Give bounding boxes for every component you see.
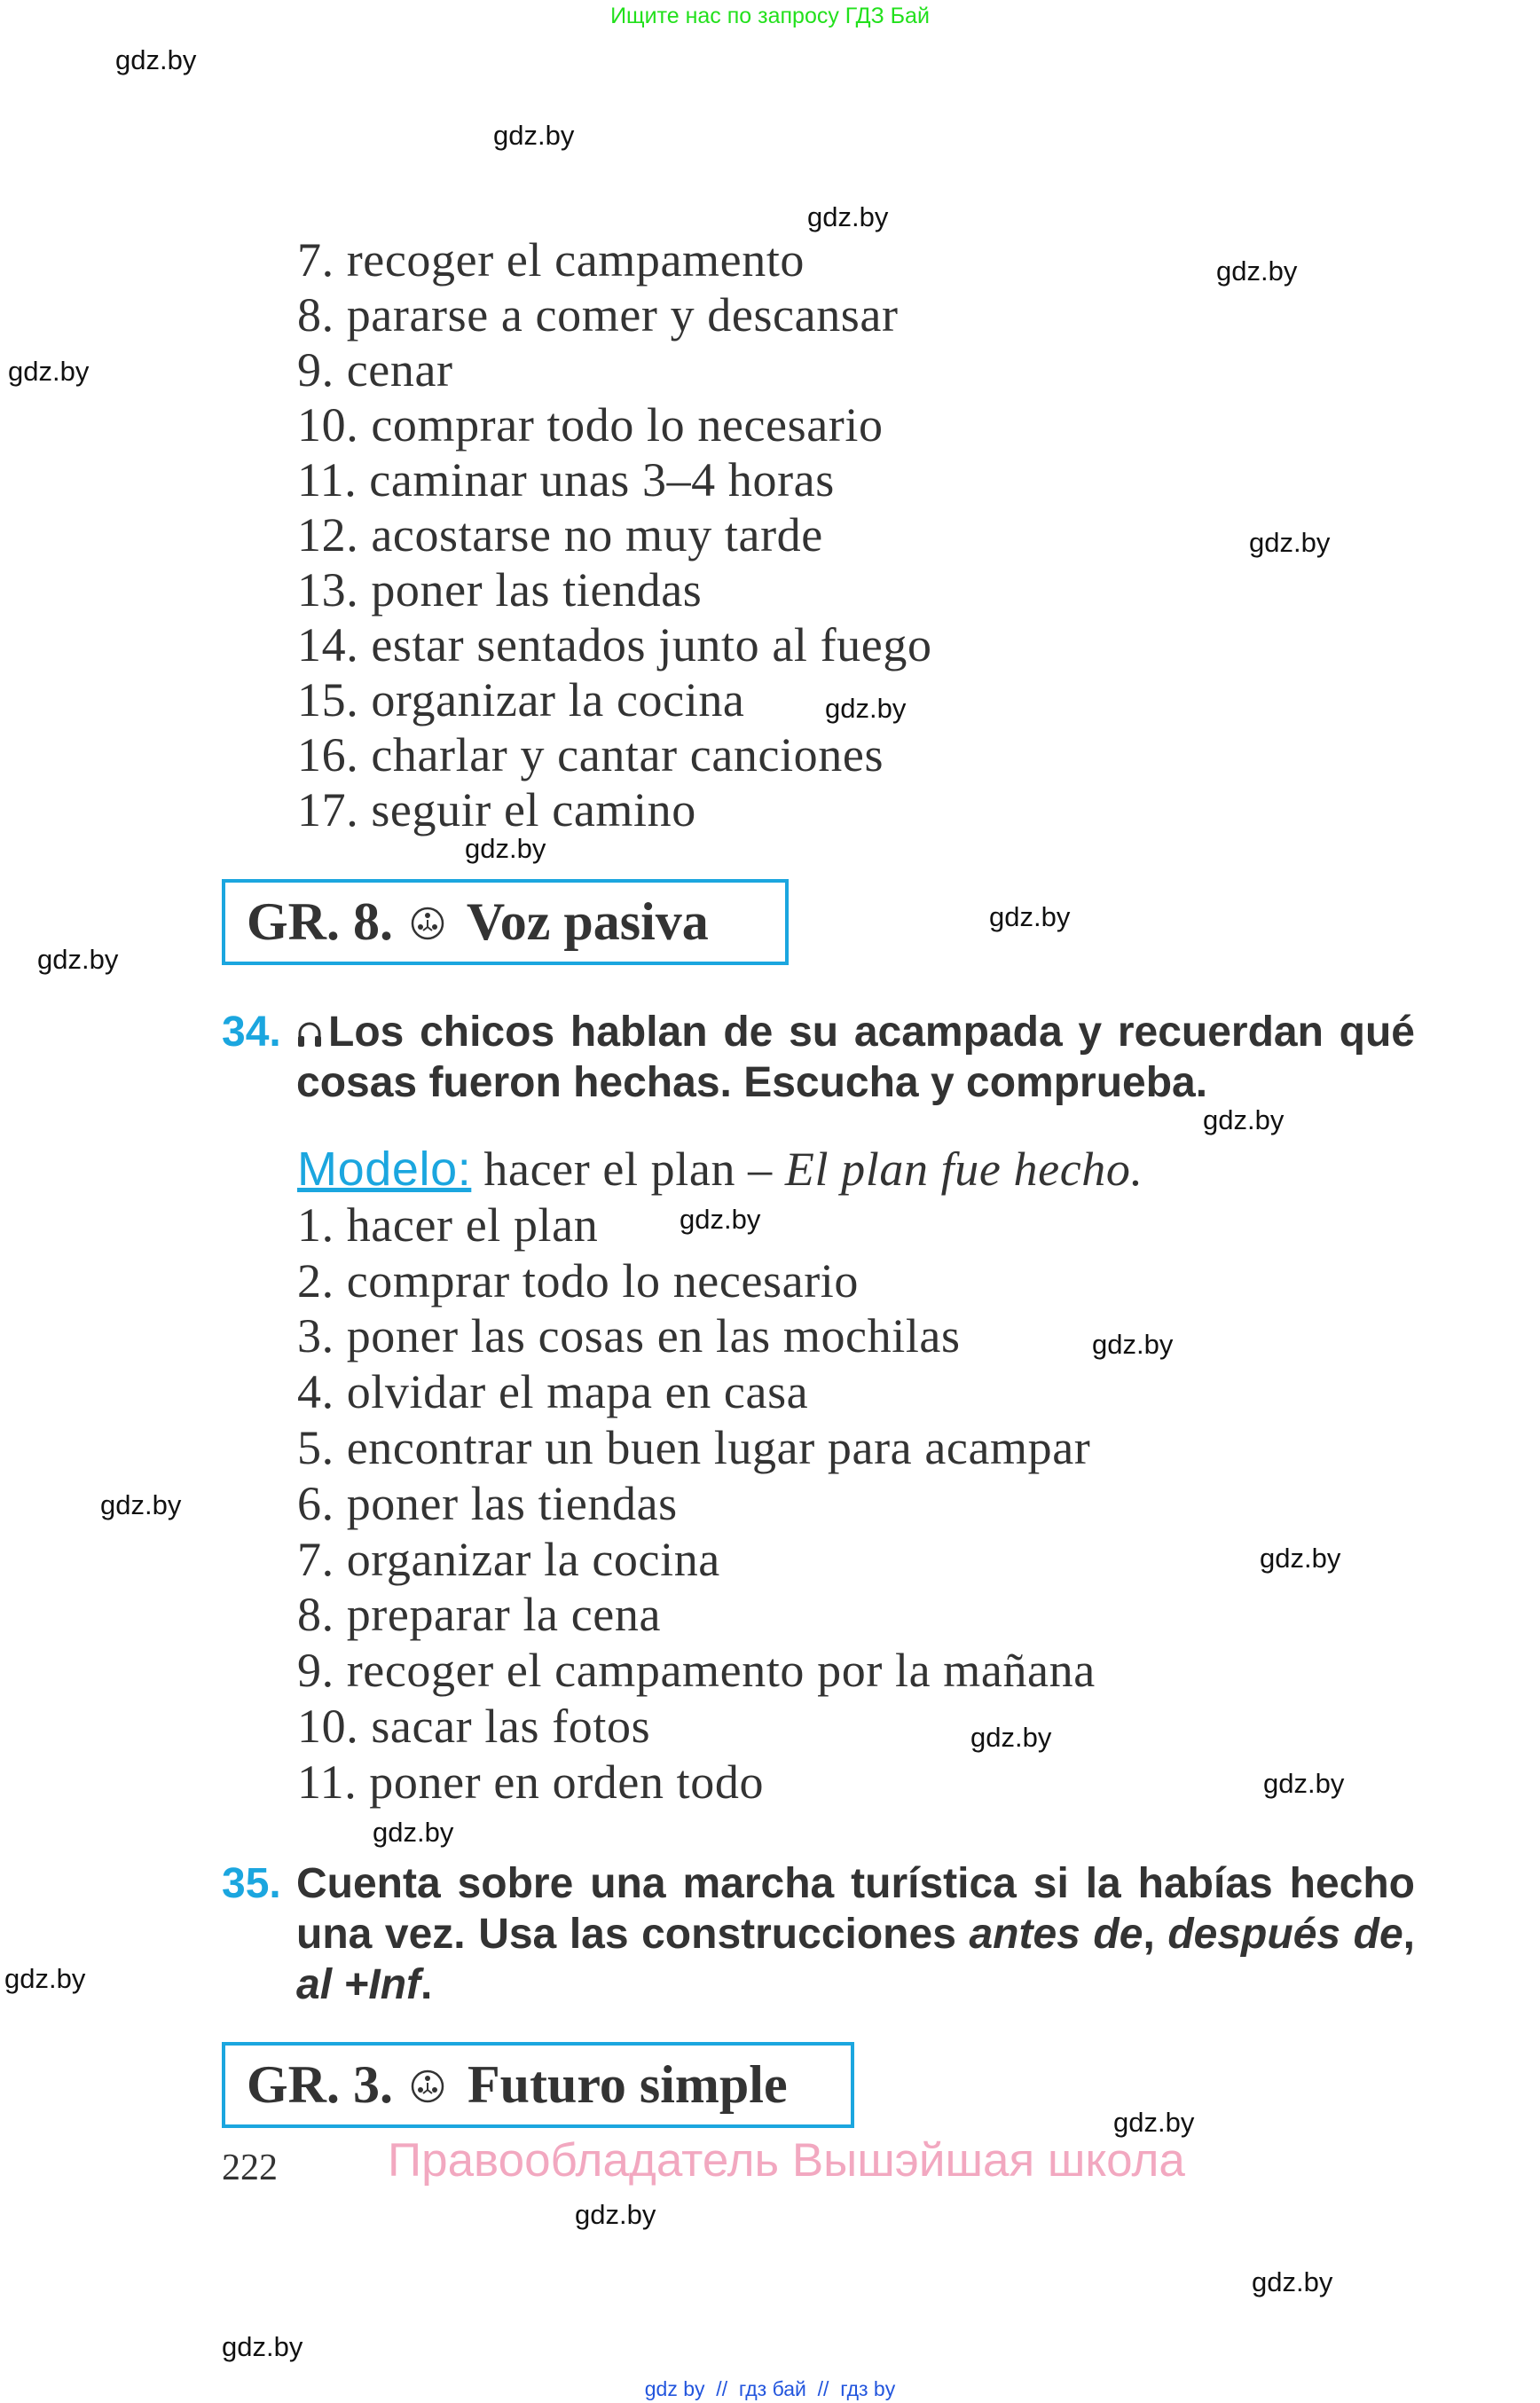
item-number: 15.	[297, 673, 359, 726]
item-number: 16.	[297, 728, 359, 781]
grammar-title: Futuro simple	[468, 2055, 788, 2114]
gdz-watermark: gdz.by	[373, 1817, 454, 1848]
gdz-watermark: gdz.by	[1260, 1543, 1341, 1574]
item-text: organizar la cocina	[346, 1532, 720, 1586]
gdz-watermark: gdz.by	[1092, 1329, 1174, 1360]
list-item	[297, 1699, 1143, 1755]
model-text: hacer el plan –	[483, 1143, 773, 1196]
model-line	[297, 1142, 1143, 1198]
item-text: organizar la cocina	[371, 673, 745, 726]
item-number: 2.	[297, 1253, 334, 1308]
list-item	[297, 1532, 1143, 1588]
item-text: acostarse no muy tarde	[371, 508, 823, 561]
item-text: poner en orden todo	[369, 1755, 765, 1809]
item-text: hacer el plan	[346, 1198, 599, 1252]
item-number: 8.	[297, 1588, 334, 1642]
gdz-watermark: gdz.by	[1216, 255, 1298, 287]
gdz-watermark: gdz.by	[493, 120, 575, 151]
activity-list	[297, 232, 932, 837]
item-number: 6.	[297, 1476, 334, 1530]
exercise-34	[222, 1007, 1415, 1108]
list-item	[297, 562, 932, 617]
item-number: 14.	[297, 618, 359, 671]
list-item	[297, 1198, 1143, 1253]
list-item	[297, 727, 932, 782]
exercise-number: 35.	[222, 1860, 281, 1907]
list-item	[297, 1643, 1143, 1699]
item-text: preparar la cena	[346, 1588, 662, 1642]
gdz-watermark: gdz.by	[1113, 2107, 1195, 2138]
exercise-instruction: Cuenta sobre una marcha turística si la habías hecho una vez. Usa las construcciones antes de, después de, al +Inf.	[296, 1860, 1416, 2008]
gdz-watermark: gdz.by	[1249, 527, 1331, 558]
top-search-note: Ищите нас по запросу ГДЗ Бай	[610, 4, 930, 28]
gdz-watermark: gdz.by	[970, 1722, 1052, 1753]
item-number: 5.	[297, 1420, 334, 1474]
gdz-watermark: gdz.by	[1252, 2266, 1333, 2297]
item-number: 10.	[297, 1699, 359, 1753]
gdz-watermark: gdz.by	[989, 901, 1071, 932]
item-text: pararse a comer y descansar	[346, 288, 899, 342]
item-text: sacar las fotos	[371, 1699, 651, 1753]
list-item	[297, 1364, 1143, 1420]
grammar-reference-icon	[410, 906, 445, 941]
item-text: olvidar el mapa en casa	[346, 1365, 809, 1419]
grammar-label: GR. 3.	[247, 2055, 393, 2114]
item-number: 7.	[297, 1532, 334, 1586]
list-item	[297, 617, 932, 672]
list-item	[297, 342, 932, 397]
item-number: 8.	[297, 288, 334, 342]
gdz-watermark: gdz.by	[575, 2199, 656, 2230]
grammar-label: GR. 8.	[247, 892, 393, 951]
list-item	[297, 397, 932, 452]
exercise-number: 34.	[222, 1009, 281, 1056]
copyright-watermark: Правообладатель Вышэйшая школа	[388, 2134, 1185, 2187]
item-number: 7.	[297, 233, 334, 287]
gdz-watermark: gdz.by	[8, 356, 90, 387]
item-number: 10.	[297, 398, 359, 452]
list-item	[297, 672, 932, 727]
item-number: 9.	[297, 343, 334, 397]
item-text: seguir el camino	[371, 783, 696, 836]
list-item	[297, 1253, 1143, 1309]
item-text: poner las cosas en las mochilas	[346, 1309, 961, 1363]
grammar-box-gr3	[222, 2042, 854, 2128]
exercise-34-list	[297, 1142, 1143, 1810]
grammar-box-gr8	[222, 879, 789, 965]
item-text: comprar todo lo necesario	[346, 1253, 859, 1308]
gdz-watermark: gdz.by	[100, 1489, 182, 1520]
item-text: caminar unas 3–4 horas	[369, 453, 835, 507]
item-text: estar sentados junto al fuego	[371, 618, 932, 671]
page-number: 222	[222, 2148, 278, 2188]
headphones-icon[interactable]	[296, 1019, 323, 1049]
item-text: recoger el campamento	[346, 233, 805, 287]
list-item	[297, 1476, 1143, 1532]
item-number: 12.	[297, 508, 359, 561]
grammar-reference-icon	[410, 2069, 445, 2104]
item-text: recoger el campamento por la mañana	[346, 1644, 1096, 1698]
item-text: poner las tiendas	[371, 563, 703, 616]
item-number: 4.	[297, 1365, 334, 1419]
gdz-watermark: gdz.by	[825, 693, 907, 724]
gdz-watermark: gdz.by	[4, 1963, 86, 1994]
list-item	[297, 507, 932, 562]
model-answer: El plan fue hecho.	[784, 1143, 1143, 1196]
gdz-watermark: gdz.by	[1263, 1768, 1345, 1799]
item-text: poner las tiendas	[346, 1476, 678, 1530]
exercise-instruction: Los chicos hablan de su acampada y recuerdan qué cosas fueron hechas. Escucha y comprueba.	[296, 1009, 1415, 1106]
item-number: 9.	[297, 1644, 334, 1698]
gdz-watermark: gdz.by	[680, 1204, 761, 1235]
item-number: 11.	[297, 1755, 358, 1809]
item-number: 13.	[297, 563, 359, 616]
exercise-35	[222, 1858, 1415, 2010]
list-item	[297, 1755, 1143, 1810]
item-number: 3.	[297, 1309, 334, 1363]
item-number: 17.	[297, 783, 359, 836]
item-text: charlar y cantar canciones	[371, 728, 884, 781]
list-item	[297, 287, 932, 342]
item-text: comprar todo lo necesario	[371, 398, 884, 452]
list-item	[297, 452, 932, 507]
item-text: encontrar un buen lugar para acampar	[346, 1420, 1091, 1474]
grammar-title: Voz pasiva	[466, 892, 709, 951]
gdz-watermark: gdz.by	[1203, 1104, 1285, 1135]
footer-links[interactable]: gdz by // гдз бай // гдз by	[644, 2377, 896, 2400]
gdz-watermark: gdz.by	[37, 944, 119, 975]
gdz-watermark: gdz.by	[222, 2331, 303, 2362]
gdz-watermark: gdz.by	[807, 201, 889, 232]
list-item	[297, 782, 932, 837]
gdz-watermark: gdz.by	[115, 44, 197, 75]
gdz-watermark: gdz.by	[465, 833, 546, 864]
item-text: cenar	[346, 343, 453, 397]
item-number: 11.	[297, 453, 358, 507]
list-item	[297, 1587, 1143, 1643]
model-label[interactable]: Modelo:	[297, 1143, 472, 1196]
item-number: 1.	[297, 1198, 334, 1252]
list-item	[297, 1420, 1143, 1476]
list-item	[297, 1308, 1143, 1364]
list-item	[297, 232, 932, 287]
